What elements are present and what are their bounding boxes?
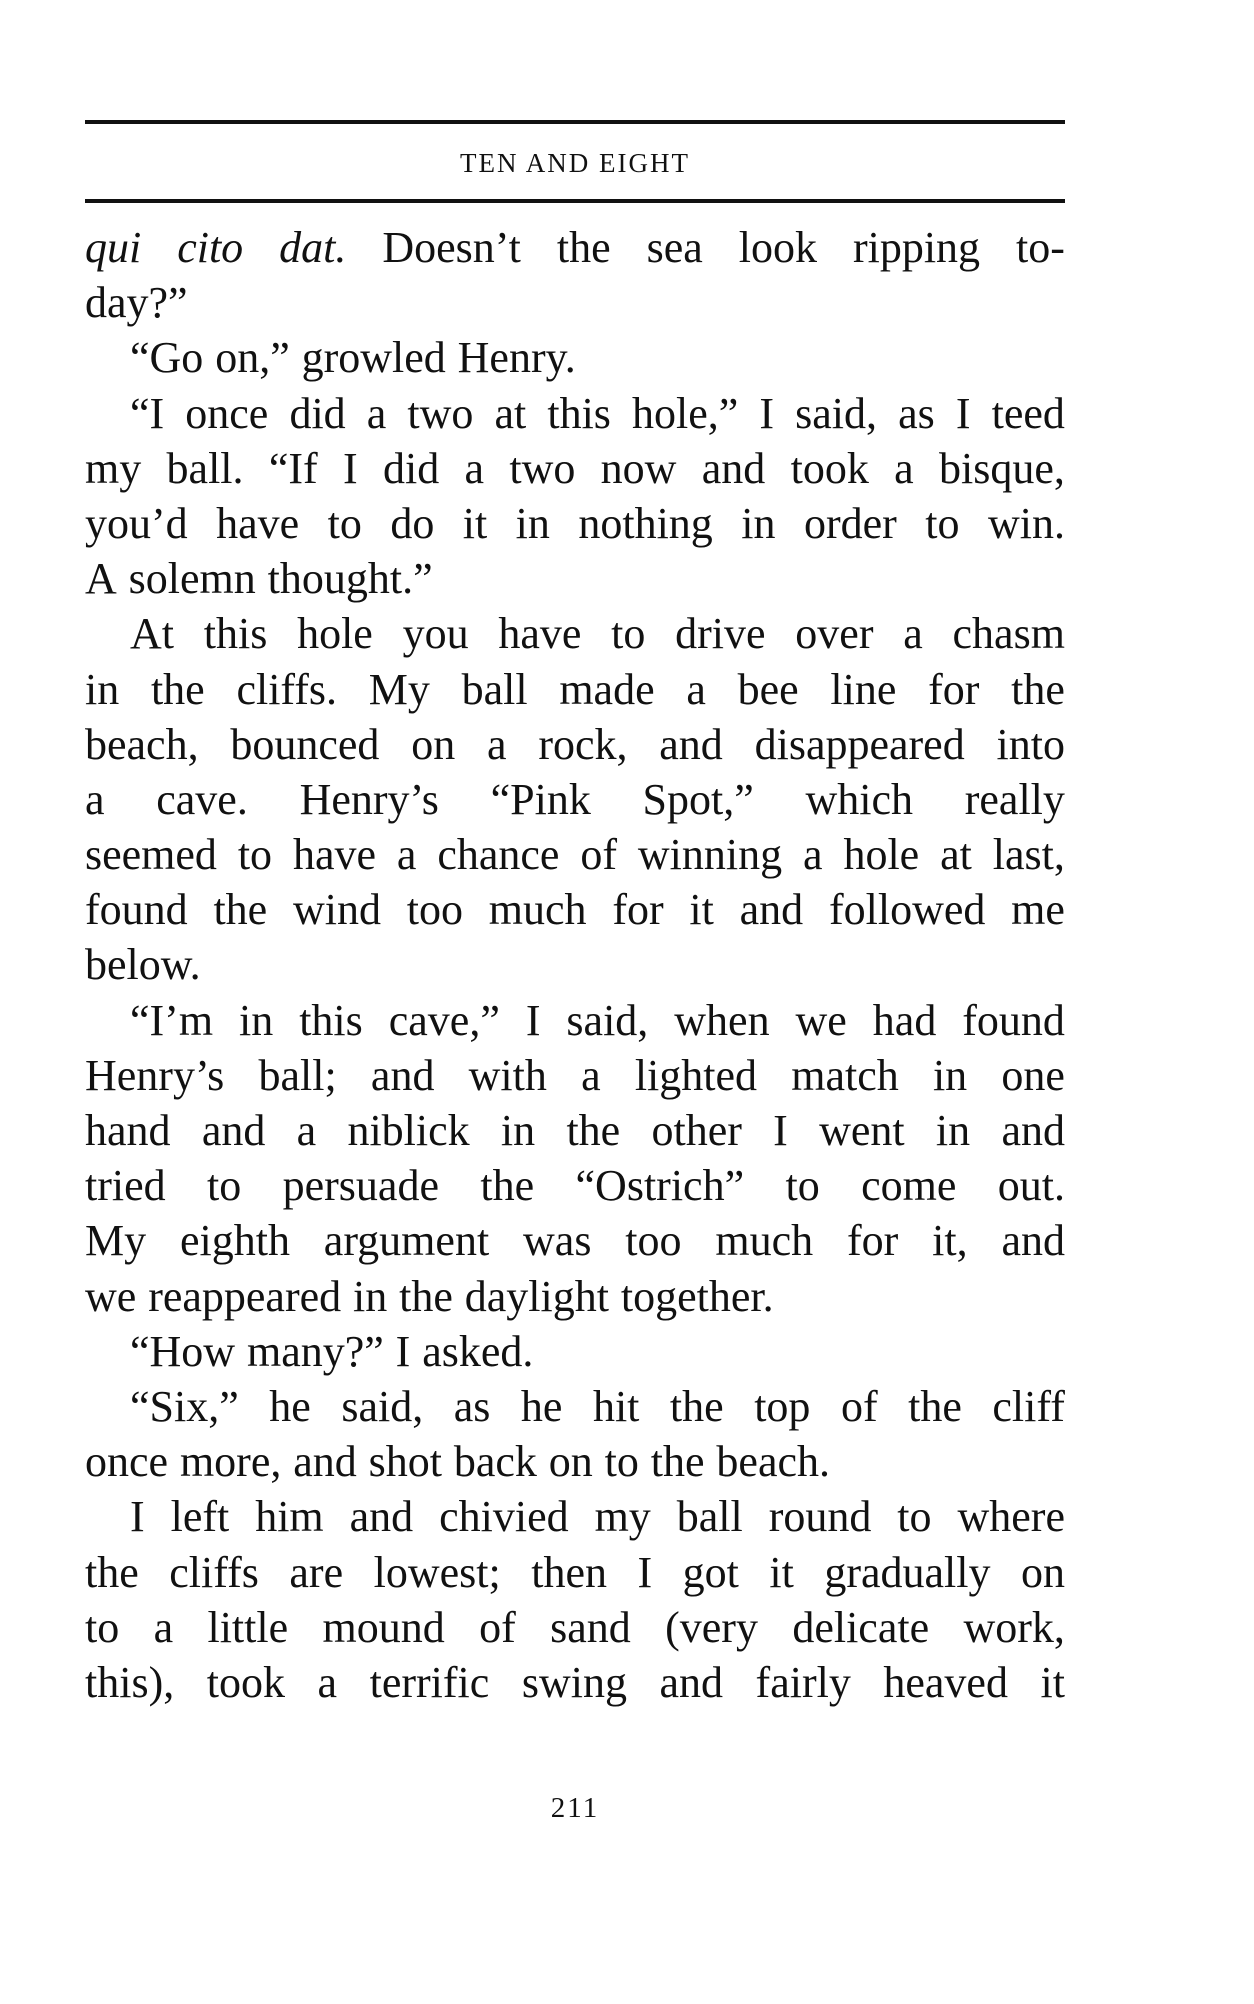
text-line: At this hole you have to drive over a chasm [130, 609, 1065, 659]
text-line: My eighth argument was too much for it, and [85, 1216, 1065, 1266]
text-line: “Go on,” growled Henry. [130, 333, 576, 383]
text-line: “Six,” he said, as he hit the top of the cliff [130, 1381, 1065, 1431]
running-head: TEN AND EIGHT [460, 148, 690, 178]
text-line: this), took a terrific swing and fairly heaved it [85, 1657, 1065, 1707]
text-line: found the wind too much for it and followed me [85, 885, 1065, 935]
text-line: to a little mound of sand (very delicate work, [85, 1602, 1065, 1652]
text-line: “I once did a two at this hole,” I said, as I teed [130, 388, 1065, 438]
text-line: tried to persuade the “Ostrich” to come out. [85, 1161, 1065, 1211]
text-line: day?” [85, 278, 188, 328]
text-line: A solemn thought.” [85, 554, 433, 604]
text-line: seemed to have a chance of winning a hole at last, [85, 830, 1065, 880]
text-line: I left him and chivied my ball round to where [130, 1492, 1065, 1542]
header-rule-top [85, 120, 1065, 124]
header-rule-bottom [85, 199, 1065, 203]
text-line: we reappeared in the daylight together. [85, 1271, 774, 1321]
text-line: a cave. Henry’s “Pink Spot,” which really [85, 774, 1065, 824]
text-line: you’d have to do it in nothing in order to win. [85, 498, 1065, 548]
text-line: “I’m in this cave,” I said, when we had found [130, 995, 1065, 1045]
text-line: below. [85, 940, 201, 990]
text-line: once more, and shot back on to the beach. [85, 1437, 831, 1487]
text-line: “How many?” I asked. [130, 1326, 534, 1376]
text-line: my ball. “If I did a two now and took a bisque, [85, 443, 1065, 493]
text-line: in the cliffs. My ball made a bee line for the [85, 664, 1065, 714]
body-text [85, 220, 1065, 1710]
text-line: beach, bounced on a rock, and disappeared into [85, 719, 1065, 769]
text-line: qui cito dat. Doesn’t the sea look ripping to- [85, 223, 1065, 272]
page-number: 211 [550, 1792, 600, 1824]
text-line: the cliffs are lowest; then I got it gradually on [85, 1547, 1065, 1597]
text-line: Henry’s ball; and with a lighted match in one [85, 1050, 1065, 1100]
text-line: hand and a niblick in the other I went in and [85, 1106, 1065, 1155]
